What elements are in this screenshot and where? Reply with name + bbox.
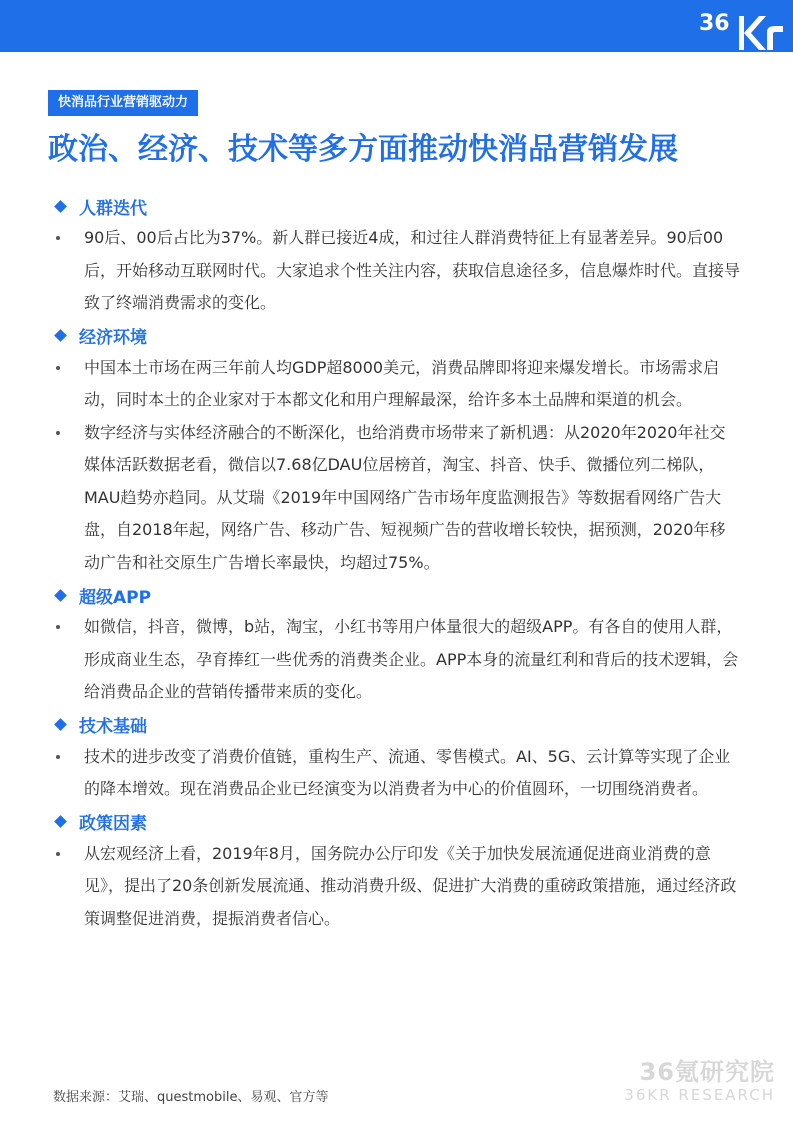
section-crowd (50, 190, 740, 320)
bullet-text: 数字经济与实体经济融合的不断深化，也给消费市场带来了新机遇：从2020年2020年社交媒体活跃数据老看，微信以7.68亿DAU位居榜首，淘宝、抖音、快手、微播位列二梯队，MAU趋势亦趋同。从艾瑞《2019年中国网络广告市场年度监测报告》等数据看网络广告大盘，自2018年起，网络广告、移动广告、短视频广告的营收增长较快，据预测，2020年移动广告和社交原生广告增长率最快，均超过75%。 (84, 422, 726, 572)
section-super-app (50, 579, 740, 709)
page-title: 政治、经济、技术等多方面推动快消品营销发展 (48, 132, 678, 167)
section-heading (50, 806, 740, 838)
section-heading (50, 709, 740, 741)
bullet-item (50, 352, 740, 417)
section-technology (50, 709, 740, 806)
bullet-icon (56, 431, 60, 435)
svg-text:36: 36 (699, 11, 730, 36)
bullet-item (50, 611, 740, 709)
bullet-text: 从宏观经济上看，2019年8月，国务院办公厅印发《关于加快发展流通促进商业消费的意见》，提出了20条创新发展流通、推动消费升级、促进扩大消费的重磅政策措施，通过经济政策调整促进消费，提振消费者信心。 (84, 843, 737, 928)
section-heading-label: 人群迭代 (79, 198, 147, 219)
bullet-item (50, 741, 740, 806)
watermark (624, 1058, 775, 1104)
bullet-icon (56, 755, 60, 759)
section-policy (50, 806, 740, 936)
section-heading-label: 技术基础 (79, 717, 147, 737)
bullet-text: 技术的进步改变了消费价值链，重构生产、流通、零售模式。AI、5G、云计算等实现了企业的降本增效。现在消费品企业已经演变为以消费者为中心的价值圆环，一切围绕消费者。 (84, 746, 731, 798)
diamond-icon (54, 815, 67, 828)
section-heading (50, 190, 740, 222)
section-heading (50, 579, 740, 611)
diamond-icon (54, 329, 67, 342)
diamond-icon (54, 718, 67, 731)
data-source-note: 数据来源：艾瑞、questmobile、易观、官方等 (53, 1090, 329, 1105)
diamond-icon (54, 200, 67, 213)
header-bar (0, 0, 793, 52)
diamond-icon (54, 589, 67, 602)
bullet-icon (56, 852, 60, 856)
main-content (50, 190, 740, 935)
section-heading-label: 超级APP (79, 587, 152, 608)
brand-logo (699, 6, 789, 52)
watermark-en: 36KR RESEARCH (624, 1086, 775, 1104)
bullet-item (50, 838, 740, 936)
section-tag: 快消品行业营销驱动力 (48, 90, 198, 116)
bullet-text: 90后、00后占比为37%。新人群已接近4成，和过往人群消费特征上有显著差异。90后00后，开始移动互联网时代。大家追求个性关注内容，获取信息途径多，信息爆炸时代。直接导致了终端消费需求的变化。 (84, 228, 741, 312)
section-heading (50, 320, 740, 352)
bullet-icon (56, 625, 60, 629)
bullet-item (50, 417, 740, 580)
section-heading-label: 经济环境 (79, 328, 147, 348)
bullet-icon (56, 236, 60, 240)
bullet-icon (56, 366, 60, 370)
section-economy (50, 320, 740, 580)
section-heading-label: 政策因素 (79, 814, 147, 834)
bullet-item (50, 222, 740, 320)
bullet-text: 如微信，抖音，微博，b站，淘宝，小红书等用户体量很大的超级APP。有各自的使用人群，形成商业生态，孕育捧红一些优秀的消费类企业。APP本身的流量红利和背后的技术逻辑，会给消费品企业的营销传播带来质的变化。 (84, 617, 739, 701)
watermark-cn: 36氪研究院 (639, 1058, 775, 1086)
bullet-text: 中国本土市场在两三年前人均GDP超8000美元，消费品牌即将迎来爆发增长。市场需求启动，同时本土的企业家对于本都文化和用户理解最深，给许多本土品牌和渠道的机会。 (84, 357, 720, 409)
